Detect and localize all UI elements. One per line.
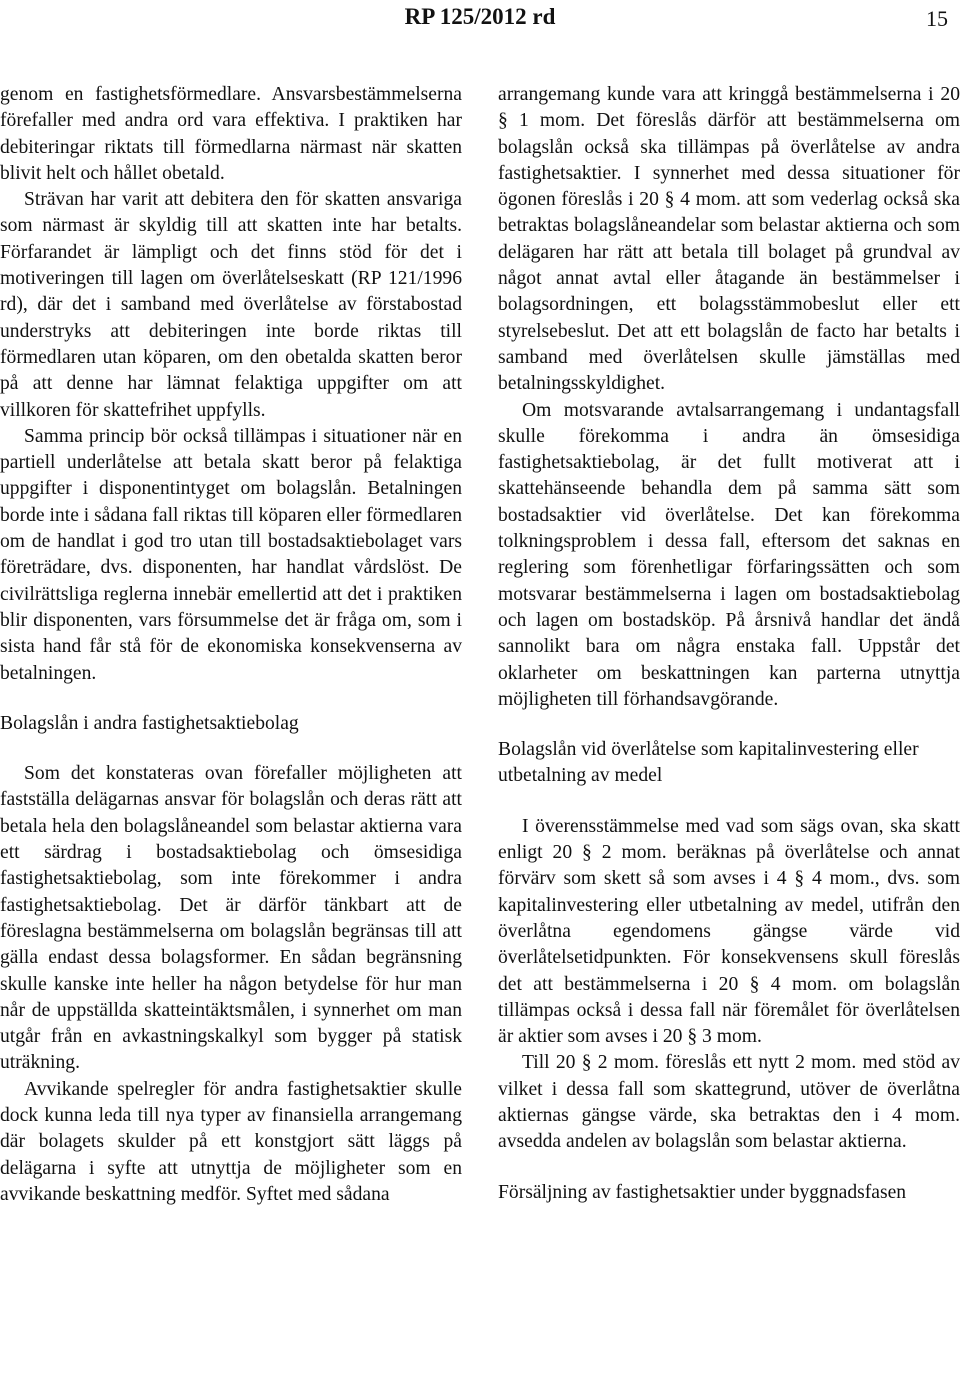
paragraph: Om motsvarande avtalsarrangemang i undantagsfall skulle förekomma i andra än ömsesidiga fastighetsaktiebolag, är det fullt motiverat att i skattehänseende behandla dem på samma sätt som bostadsaktier vid överlåtelse. Det kan förekomma tolkningsproblem i dessa fall, eftersom det saknas en reglering som förenhetligar förfaringssätten och som motsvarar bestämmelserna i lagen om bostadsaktiebolag och lagen om bostadsköp. På årsnivå handlar det ändå sannolikt bara om några enstaka fall. Uppstår det oklarheter om beskattningen kan parterna utnyttja möjligheten till förhandsavgörande. xyxy=(498,399,960,710)
paragraph: Strävan har varit att debitera den för skatten ansvariga som närmast är skyldig till att skatten inte har betalts. Förfarandet är lämpligt och det finns stöd för det i motiveringen till lagen om överlåtelseskatt (RP 121/1996 rd), där det i samband med överlåtelse av förstabostad understryks att debiteringen inte borde riktas till förmedlaren utan köparen, om den obetalda skatten beror på att denne har lämnat felaktiga uppgifter om att villkoren för skattefrihet uppfylls. xyxy=(0,189,462,421)
page-header xyxy=(0,0,960,40)
section-heading: Bolagslån i andra fastighetsaktiebolag xyxy=(0,712,299,734)
paragraph: I överensstämmelse med vad som sägs ovan, ska skatt enligt 20 § 2 mom. beräknas på överlåtelse och annat förvärv som skett så som avses i 4 § 4 mom., dvs. som kapitalinvestering eller utbetalning av medel, utifrån den överlåtna egendomens gängse värde vid överlåtelsetidpunkten. För konsekvensens skull föreslås det att bestämmelserna i 20 § 4 mom. om bolagslån tillämpas också i dessa fall när föremålet för överlåtelsen är aktier som avses i 20 § 3 mom. xyxy=(498,815,960,1048)
right-column xyxy=(498,82,960,1230)
left-column xyxy=(0,82,462,1208)
document-id: RP 125/2012 rd xyxy=(404,4,556,29)
paragraph: Som det konstateras ovan förefaller möjligheten att fastställa delägarnas ansvar för bolagslån och deras rätt att betala hela den bolagslåneandel som belastar aktierna vara ett särdrag i bostadsaktiebolag och ömsesidiga fastighetsaktiebolag, som inte förekommer i andra fastighetsaktiebolag. Det är därför tänkbart att de föreslagna bestämmelserna om bolagslån begränsas till att gälla endast dessa bolagsformer. En sådan begränsning skulle kanske inte heller ha någon betydelse för hur man når de uppställda skatteintäktsmålen, i synnerhet om man utgår från en avkastningskalkyl som bygger på statisk uträkning. xyxy=(0,763,462,1074)
paragraph: Till 20 § 2 mom. föreslås ett nytt 2 mom. med stöd av vilket i dessa fall som skattegrund, utöver de överlåtna aktiernas gängse värde, ska betraktas den i 4 mom. avsedda andelen av bolagslån som belastar aktierna. xyxy=(498,1052,960,1153)
paragraph: genom en fastighetsförmedlare. Ansvarsbestämmelserna förefaller med andra ord vara effektiva. I praktiken har debiteringar riktats till förmedlarna närmast när skatten blivit helt och hållet obetald. xyxy=(0,84,462,184)
paragraph: Avvikande spelregler för andra fastighetsaktier skulle dock kunna leda till nya typer av finansiella arrangemang där bolagets skulder på ett konstgjort sätt läggs på delägarna i syfte att utnyttja de möjligheter som en avvikande beskattning medför. Syftet med sådana xyxy=(0,1078,462,1205)
section-heading: Bolagslån vid överlåtelse som kapitalinvestering eller utbetalning av medel xyxy=(498,739,919,787)
paragraph: arrangemang kunde vara att kringgå bestämmelserna i 20 § 1 mom. Det föreslås därför att bestämmelserna om bolagslån också ska tillämpas på överlåtelse av andra fastighetsaktier. I synnerhet med dessa situationer för ögonen föreslås i 20 § 4 mom. att som vederlag också ska betraktas bolagslåneandelar som belastar aktierna och som delägaren har rätt att betala till bolaget på grundval av något annat avtal eller åtagande än bestämmelser i bolagsordningen, ett bolagsstämmobeslut eller ett styrelsebeslut. Det att ett bolagslån de facto har betalts i samband med överlåtelsen skulle jämställas med betalningsskyldighet. xyxy=(498,84,960,395)
paragraph: Samma princip bör också tillämpas i situationer när en partiell underlåtelse att betala skatt beror på felaktiga uppgifter i disponentintyget om bolagslån. Betalningen borde inte i sådana fall riktas till köparen eller förmedlaren om de handlat i god tro utan till bostadsaktiebolaget vars företrädare, dvs. disponenten, har handlat vårdslöst. De civilrättsliga reglerna innebär emellertid att det i praktiken blir disponenten, vars försummelse det är fråga om, som i sista hand får stå för de ekonomiska konsekvenserna av betalningen. xyxy=(0,425,462,684)
section-heading: Försäljning av fastighetsaktier under byggnadsfasen xyxy=(498,1181,907,1203)
page-number: 15 xyxy=(926,6,948,31)
